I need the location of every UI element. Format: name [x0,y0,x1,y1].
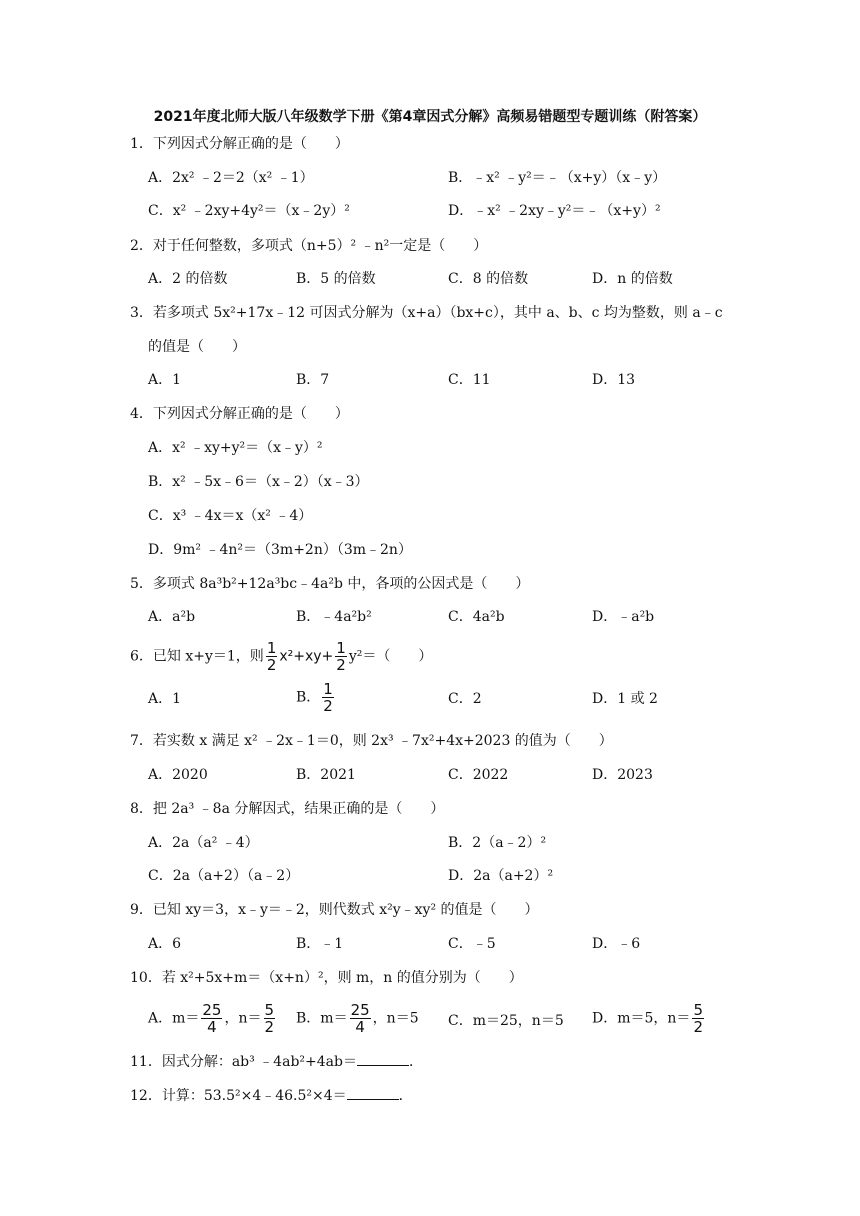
q12-stem [130,1085,413,1106]
q12-text: 12．计算：53.5²×4﹣46.5²×4＝ [130,1088,347,1104]
fraction-5-2 [692,1002,704,1035]
q1-option-c: C．x² ﹣2xy+4y²＝（x﹣2y）² [148,203,350,219]
q3-option-a: A．1 [148,372,182,388]
q11-stem [130,1051,423,1072]
q8-option-b: B．2（a﹣2）² [448,835,547,851]
fraction-denominator: 4 [207,1018,217,1036]
q4-option-a: A．x² ﹣xy+y²＝（x﹣y）² [148,440,323,456]
q3-stem-line1: 3．若多项式 5x²+17x﹣12 可因式分解为（x+a）（bx+c），其中 a、b、c 均为整数，则 a﹣c [130,305,723,321]
fraction-denominator: 2 [336,656,346,674]
q4-option-b: B．x² ﹣5x﹣6＝（x﹣2）（x﹣3） [148,474,369,490]
answer-blank [357,1051,409,1066]
q10-option-b [296,1002,419,1035]
q2-stem: 2．对于任何整数，多项式（n+5）² ﹣n²一定是（ ） [130,238,488,254]
q2-option-d: D．n 的倍数 [592,271,673,287]
q5-option-b: B．﹣4a²b² [296,609,372,625]
q10-option-d [592,1002,706,1035]
answer-blank [347,1085,399,1100]
fraction-numerator: 25 [202,1001,222,1019]
q6-option-b-label: B． [296,689,321,706]
fraction-numerator: 1 [266,639,277,657]
q6-option-b [296,681,336,714]
q9-option-a: A．6 [148,936,182,952]
q2-option-c: C．8 的倍数 [448,271,529,287]
fraction-numerator: 1 [336,639,346,657]
fraction-denominator: 2 [693,1018,703,1036]
q6-stem [130,640,432,673]
document-title: 2021年度北师大版八年级数学下册《第4章因式分解》高频易错题型专题训练（附答案） [153,109,707,125]
q3-stem-line2: 的值是（ ） [148,339,246,355]
fraction-numerator: 1 [323,680,333,698]
q7-option-b: B．2021 [296,767,356,783]
q9-option-c: C．﹣5 [448,936,496,952]
fraction-numerator: 5 [264,1001,275,1019]
q5-option-a: A．a²b [148,609,196,625]
q6-stem-tail: y²＝（ ） [348,648,433,665]
q5-option-d: D．﹣a²b [592,609,655,625]
q6-option-c: C．2 [448,691,482,707]
q1-option-d: D．﹣x² ﹣2xy﹣y²＝﹣（x+y）² [448,203,661,219]
fraction-5-2 [264,1002,276,1035]
q5-stem: 5．多项式 8a³b²+12a³bc﹣4a²b 中，各项的公因式是（ ） [130,576,530,592]
q8-option-a: A．2a（a² ﹣4） [148,835,259,851]
q7-option-c: C．2022 [448,767,509,783]
q7-option-d: D．2023 [592,767,653,783]
q9-stem: 9．已知 xy＝3，x﹣y＝﹣2，则代数式 x²y﹣xy² 的值是（ ） [130,902,539,918]
q1-option-a: A．2x² ﹣2＝2（x² ﹣1） [148,170,314,186]
q4-stem: 4．下列因式分解正确的是（ ） [130,406,349,422]
q10-option-a [148,1002,277,1035]
q8-stem: 8．把 2a³ ﹣8a 分解因式，结果正确的是（ ） [130,801,445,817]
fraction-25-4 [350,1002,371,1035]
q6-option-a: A．1 [148,691,182,707]
fraction-25-4 [201,1002,222,1035]
q10-option-d-prefix: D．m＝5，n＝ [592,1010,691,1027]
q11-text: 11．因式分解：ab³ ﹣4ab²+4ab＝ [130,1054,357,1070]
fraction-half-1 [266,640,278,673]
q2-option-a: A．2 的倍数 [148,271,228,287]
q6-stem-middle: x²+xy+ [279,648,334,665]
q7-option-a: A．2020 [148,767,208,783]
q12-end: ． [398,1088,413,1104]
fraction-half-2 [335,640,347,673]
q4-option-c: C．x³ ﹣4x＝x（x² ﹣4） [148,508,313,524]
q6-option-d: D．1 或 2 [592,691,658,707]
q4-option-d: D．9m² ﹣4n²＝（3m+2n）（3m﹣2n） [148,542,412,558]
q8-option-d: D．2a（a+2）² [448,868,554,884]
q1-stem: 1．下列因式分解正确的是（ ） [130,136,349,152]
fraction-numerator: 25 [350,1001,370,1019]
q10-option-c: C．m＝25，n＝5 [448,1013,564,1029]
fraction-half [322,681,334,714]
q10-option-a-prefix: A．m＝ [148,1010,200,1027]
q2-option-b: B．5 的倍数 [296,271,376,287]
q11-end: ． [408,1054,423,1070]
q6-stem-prefix: 6．已知 x+y＝1，则 [130,648,264,665]
fraction-denominator: 2 [266,656,277,674]
q3-option-b: B．7 [296,372,330,388]
fraction-denominator: 2 [264,1018,275,1036]
fraction-denominator: 2 [323,697,333,715]
q3-option-c: C．11 [448,372,491,388]
q3-option-d: D．13 [592,372,636,388]
q7-stem: 7．若实数 x 满足 x² ﹣2x﹣1＝0，则 2x³ ﹣7x²+4x+2023 的值为（ ） [130,733,613,749]
fraction-denominator: 4 [355,1018,365,1036]
q10-option-b-tail: ，n＝5 [372,1010,419,1027]
q10-option-b-prefix: B．m＝ [296,1010,348,1027]
fraction-numerator: 5 [693,1001,703,1019]
q8-option-c: C．2a（a+2）（a﹣2） [148,868,300,884]
q1-option-b: B．﹣x² ﹣y²＝﹣（x+y）（x﹣y） [448,170,667,186]
q9-option-d: D．﹣6 [592,936,641,952]
q10-stem: 10．若 x²+5x+m＝（x+n）²，则 m，n 的值分别为（ ） [130,970,523,986]
q10-option-a-middle: ，n＝ [224,1010,262,1027]
q9-option-b: B．﹣1 [296,936,344,952]
q5-option-c: C．4a²b [448,609,505,625]
